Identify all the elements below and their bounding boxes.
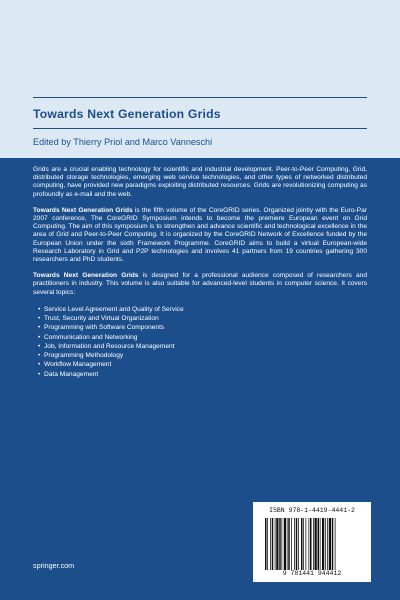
book-title: Towards Next Generation Grids (33, 107, 221, 121)
bullet-icon: • (38, 333, 41, 341)
series-paragraph-text: is the fifth volume of the CoreGRID series. Organized jointly with the Euro-Par 2007 conference, The CoreGRID Symposium intends to become the premiere European event on Grid Computing. The aim of this symposium is to strengthen and advance scientific and technological excellence in the area of Grid and Peer-to-Peer Computing. It is organized by the CoreGRID Network of Excellence funded by the European Union under the sixth Framework Programme. CoreGRID aims to build a virtual European-wide Research Laboratory in Grid and P2P technologies and involves 41 partners from 19 countries gathering 300 researchers and PhD students. (33, 206, 367, 264)
bullet-icon: • (38, 324, 41, 332)
topics-list (33, 305, 367, 379)
bullet-icon: • (38, 361, 41, 369)
publisher-url: springer.com (33, 561, 75, 570)
header-band (0, 0, 400, 158)
barcode-number: 9 781441 944412 (282, 570, 342, 577)
list-item: • Programming Methodology (38, 352, 124, 360)
title-bottom-rule (33, 128, 367, 129)
audience-paragraph (33, 272, 367, 297)
isbn-barcode (253, 502, 371, 582)
intro-paragraph: Grids are a crucial enabling technology for scientific and industrial development. Peer-to-Peer Computing, Grid, distributed storage technologies, emerging web service technologies, and other types of networked distributed computing, have provided new paradigms exploiting distributed resources. Grids are revolutionizing computing as profoundly as e-mail and the web. (33, 166, 367, 198)
back-cover-description (33, 166, 367, 379)
list-item: • Service Level Agreement and Quality of Service (38, 305, 184, 313)
list-item: • Data Management (38, 370, 99, 378)
bullet-icon: • (38, 342, 41, 350)
title-top-rule (33, 97, 367, 98)
isbn-label: ISBN 978-1-4419-4441-2 (269, 507, 355, 514)
editors-line: Edited by Thierry Priol and Marco Vanneschi (33, 137, 213, 147)
list-item: • Communication and Networking (38, 333, 138, 341)
list-item: • Job, Information and Resource Management (38, 342, 175, 350)
audience-paragraph-title: Towards Next Generation Grids (33, 272, 139, 280)
barcode-bars-icon (265, 518, 359, 570)
list-item: • Trust, Security and Virtual Organization (38, 315, 159, 323)
bullet-icon: • (38, 352, 41, 360)
audience-paragraph-text: is designed for a professional audience composed of researchers and practitioners in industry. This volume is also suitable for advanced-level students in computer science. It covers several topics: (33, 272, 367, 296)
bullet-icon: • (38, 315, 41, 323)
list-item: • Programming with Software Components (38, 324, 165, 332)
series-paragraph-title: Towards Next Generation Grids (33, 206, 133, 214)
series-paragraph (33, 207, 367, 264)
bullet-icon: • (38, 305, 41, 313)
list-item: • Workflow Management (38, 361, 112, 369)
bullet-icon: • (38, 370, 41, 378)
